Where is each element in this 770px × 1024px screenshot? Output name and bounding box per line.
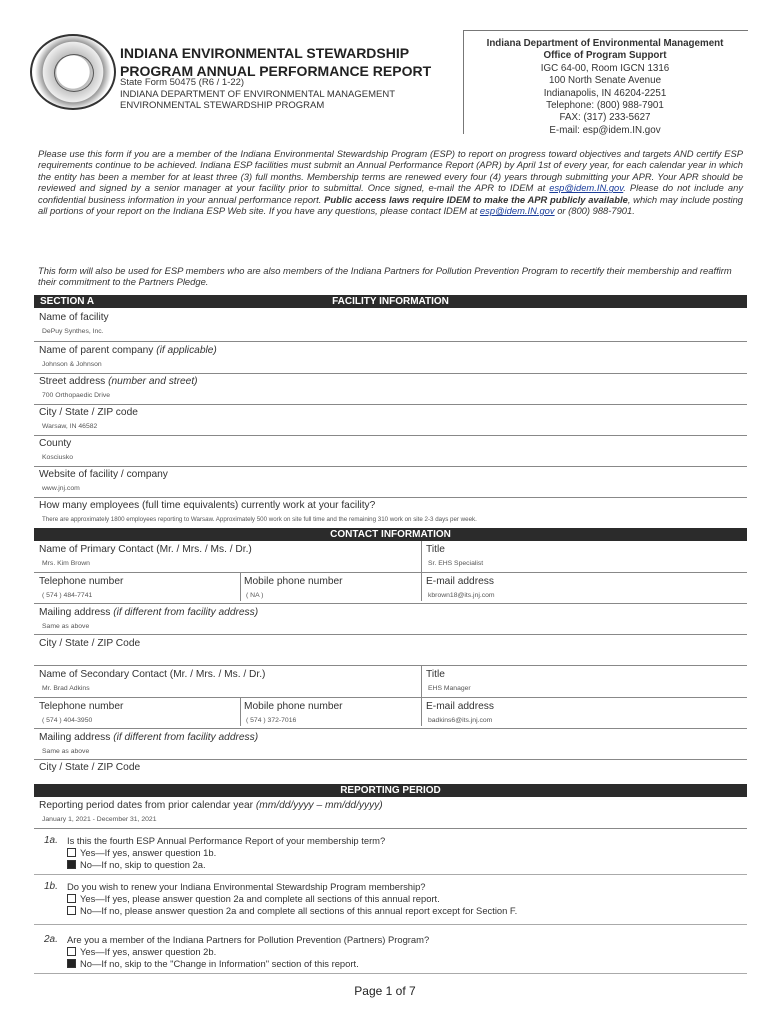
street-address-label: Street address (number and street) bbox=[39, 376, 198, 387]
parent-company-field[interactable]: Johnson & Johnson bbox=[42, 361, 102, 368]
county-field[interactable]: Kosciusko bbox=[42, 454, 73, 461]
secondary-title-label: Title bbox=[426, 669, 445, 680]
state-seal-icon bbox=[30, 34, 116, 110]
website-label: Website of facility / company bbox=[39, 469, 168, 480]
primary-title-field[interactable]: Sr. EHS Specialist bbox=[428, 560, 484, 567]
q1b-text: Do you wish to renew your Indiana Environmental Stewardship Program membership? bbox=[67, 881, 426, 892]
q1b-no-checkbox[interactable] bbox=[67, 906, 76, 915]
secondary-contact-label: Name of Secondary Contact (Mr. / Mrs. / Ms. / Dr.) bbox=[39, 669, 266, 680]
q2a-no-checkbox[interactable] bbox=[67, 959, 76, 968]
website-field[interactable]: www.jnj.com bbox=[42, 485, 80, 492]
employees-field[interactable]: There are approximately 1800 employees reporting to Warsaw. Approximately 500 work on site full time and the remaining 310 work on site 2-3 days per week. bbox=[42, 516, 477, 523]
q1a-no-option[interactable]: No—If no, skip to question 2a. bbox=[67, 859, 206, 871]
reporting-period-header: REPORTING PERIOD bbox=[34, 784, 747, 797]
secondary-mailing-label: Mailing address (if different from facility address) bbox=[39, 732, 259, 743]
primary-csz-label: City / State / ZIP Code bbox=[39, 638, 141, 649]
secondary-title-field[interactable]: EHS Manager bbox=[428, 685, 471, 692]
employees-label: How many employees (full time equivalents) currently work at your facility? bbox=[39, 500, 376, 511]
contact-info-header: CONTACT INFORMATION bbox=[34, 528, 747, 541]
county-label: County bbox=[39, 438, 72, 449]
q1b-yes-option[interactable]: Yes—If yes, please answer question 2a and complete all sections of this annual report. bbox=[67, 893, 440, 905]
primary-mailing-field[interactable]: Same as above bbox=[42, 623, 90, 630]
secondary-csz-label: City / State / ZIP Code bbox=[39, 762, 141, 773]
esp-email-link[interactable]: esp@idem.IN.gov bbox=[549, 182, 624, 194]
section-a-header: FACILITY INFORMATION SECTION A bbox=[34, 295, 747, 308]
facility-name-label: Name of facility bbox=[39, 312, 109, 323]
primary-email-label: E-mail address bbox=[426, 576, 494, 587]
q2a-yes-option[interactable]: Yes—If yes, answer question 2b. bbox=[67, 946, 216, 958]
page-number: Page 1 of 7 bbox=[354, 984, 416, 998]
primary-email-field[interactable]: kbrown18@its.jnj.com bbox=[428, 592, 495, 599]
form-subheader: State Form 50475 (R6 / 1-22) INDIANA DEPARTMENT OF ENVIRONMENTAL MANAGEMENT ENVIRONMENTAL STEWARDSHIP PROGRAM bbox=[120, 77, 396, 111]
secondary-telephone-label: Telephone number bbox=[39, 701, 124, 712]
city-state-zip-field[interactable]: Warsaw, IN 46582 bbox=[42, 423, 98, 430]
street-address-field[interactable]: 700 Orthopaedic Drive bbox=[42, 392, 111, 399]
esp-email-link-2[interactable]: esp@idem.IN.gov bbox=[479, 205, 555, 217]
primary-telephone-field[interactable]: ( 574 ) 484-7741 bbox=[42, 592, 93, 599]
q2a-text: Are you a member of the Indiana Partners for Pollution Prevention (Partners) Program? bbox=[67, 934, 430, 945]
q1a-no-checkbox[interactable] bbox=[67, 860, 76, 869]
q1a-yes-option[interactable]: Yes—If yes, answer question 1b. bbox=[67, 847, 216, 859]
primary-contact-name-field[interactable]: Mrs. Kim Brown bbox=[42, 560, 90, 567]
reporting-dates-label: Reporting period dates from prior calendar year (mm/dd/yyyy – mm/dd/yyyy) bbox=[39, 800, 383, 811]
secondary-mobile-label: Mobile phone number bbox=[244, 701, 343, 712]
form-title: INDIANA ENVIRONMENTAL STEWARDSHIP PROGRAM ANNUAL PERFORMANCE REPORT bbox=[120, 45, 432, 79]
primary-mobile-label: Mobile phone number bbox=[244, 576, 343, 587]
secondary-telephone-field[interactable]: ( 574 ) 404-3950 bbox=[42, 717, 93, 724]
intro-partners-paragraph: This form will also be used for ESP members who are also members of the Indiana Partners for Pollution Prevention Program to recertify their membership and reaffirm their commitment to the Partners Pledge. bbox=[38, 265, 732, 288]
parent-company-label: Name of parent company (if applicable) bbox=[39, 345, 217, 356]
secondary-contact-name-field[interactable]: Mr. Brad Adkins bbox=[42, 685, 90, 692]
q1a-yes-checkbox[interactable] bbox=[67, 848, 76, 857]
secondary-email-label: E-mail address bbox=[426, 701, 494, 712]
primary-title-label: Title bbox=[426, 544, 445, 555]
primary-telephone-label: Telephone number bbox=[39, 576, 124, 587]
q1a-number: 1a. bbox=[44, 835, 58, 846]
q2a-number: 2a. bbox=[44, 934, 58, 945]
q1b-yes-checkbox[interactable] bbox=[67, 894, 76, 903]
q1b-no-option[interactable]: No—If no, please answer question 2a and complete all sections of this annual report except for Section F. bbox=[67, 905, 517, 917]
facility-name-field[interactable]: DePuy Synthes, Inc. bbox=[42, 328, 104, 335]
secondary-mailing-field[interactable]: Same as above bbox=[42, 748, 90, 755]
primary-mobile-field[interactable]: ( NA ) bbox=[246, 592, 264, 599]
secondary-mobile-field[interactable]: ( 574 ) 372-7016 bbox=[246, 717, 297, 724]
city-state-zip-label: City / State / ZIP code bbox=[39, 407, 138, 418]
primary-contact-label: Name of Primary Contact (Mr. / Mrs. / Ms. / Dr.) bbox=[39, 544, 252, 555]
idem-contact: Indiana Department of Environmental Management Office of Program Support IGC 64-00, Room IGCN 1316 100 North Senate Avenue Indianapolis, IN 46204-2251 Telephone: (800) 988-7901 FAX: (317) 233-5627 E-mail: esp@idem.IN.gov bbox=[486, 38, 724, 136]
q1b-number: 1b. bbox=[44, 881, 58, 892]
intro-paragraph: Please use this form if you are a member of the Indiana Environmental Stewardship Program (ESP) to report on progress toward objectives and targets AND certify ESP requirements continue to be achieved. Indiana ESP facilities must submit an Annual Performance Report (APR) by April 1st of every year, for each calendar year in which the entity has been a member for at least three (3) full months. Membership terms are renewed every four (4) years through submitting your APR. Your APR should be reviewed and signed by a senior manager at your facility prior to submittal. Once signed, e-mail the APR to IDEM at esp@idem.IN.gov. Please do not include any confidential business information in your annual performance report. Public access laws require IDEM to make the APR publicly available, which may include posting all portions of your report on the Indiana ESP Web site. If you have any questions, please contact IDEM at esp@idem.IN.gov or (800) 988-7901. bbox=[38, 148, 744, 217]
q2a-no-option[interactable]: No—If no, skip to the "Change in Information" section of this report. bbox=[67, 958, 359, 970]
secondary-email-field[interactable]: badkins6@its.jnj.com bbox=[428, 717, 493, 724]
q1a-text: Is this the fourth ESP Annual Performance Report of your membership term? bbox=[67, 835, 386, 846]
primary-mailing-label: Mailing address (if different from facility address) bbox=[39, 607, 259, 618]
q2a-yes-checkbox[interactable] bbox=[67, 947, 76, 956]
reporting-dates-field[interactable]: January 1, 2021 - December 31, 2021 bbox=[42, 816, 157, 823]
